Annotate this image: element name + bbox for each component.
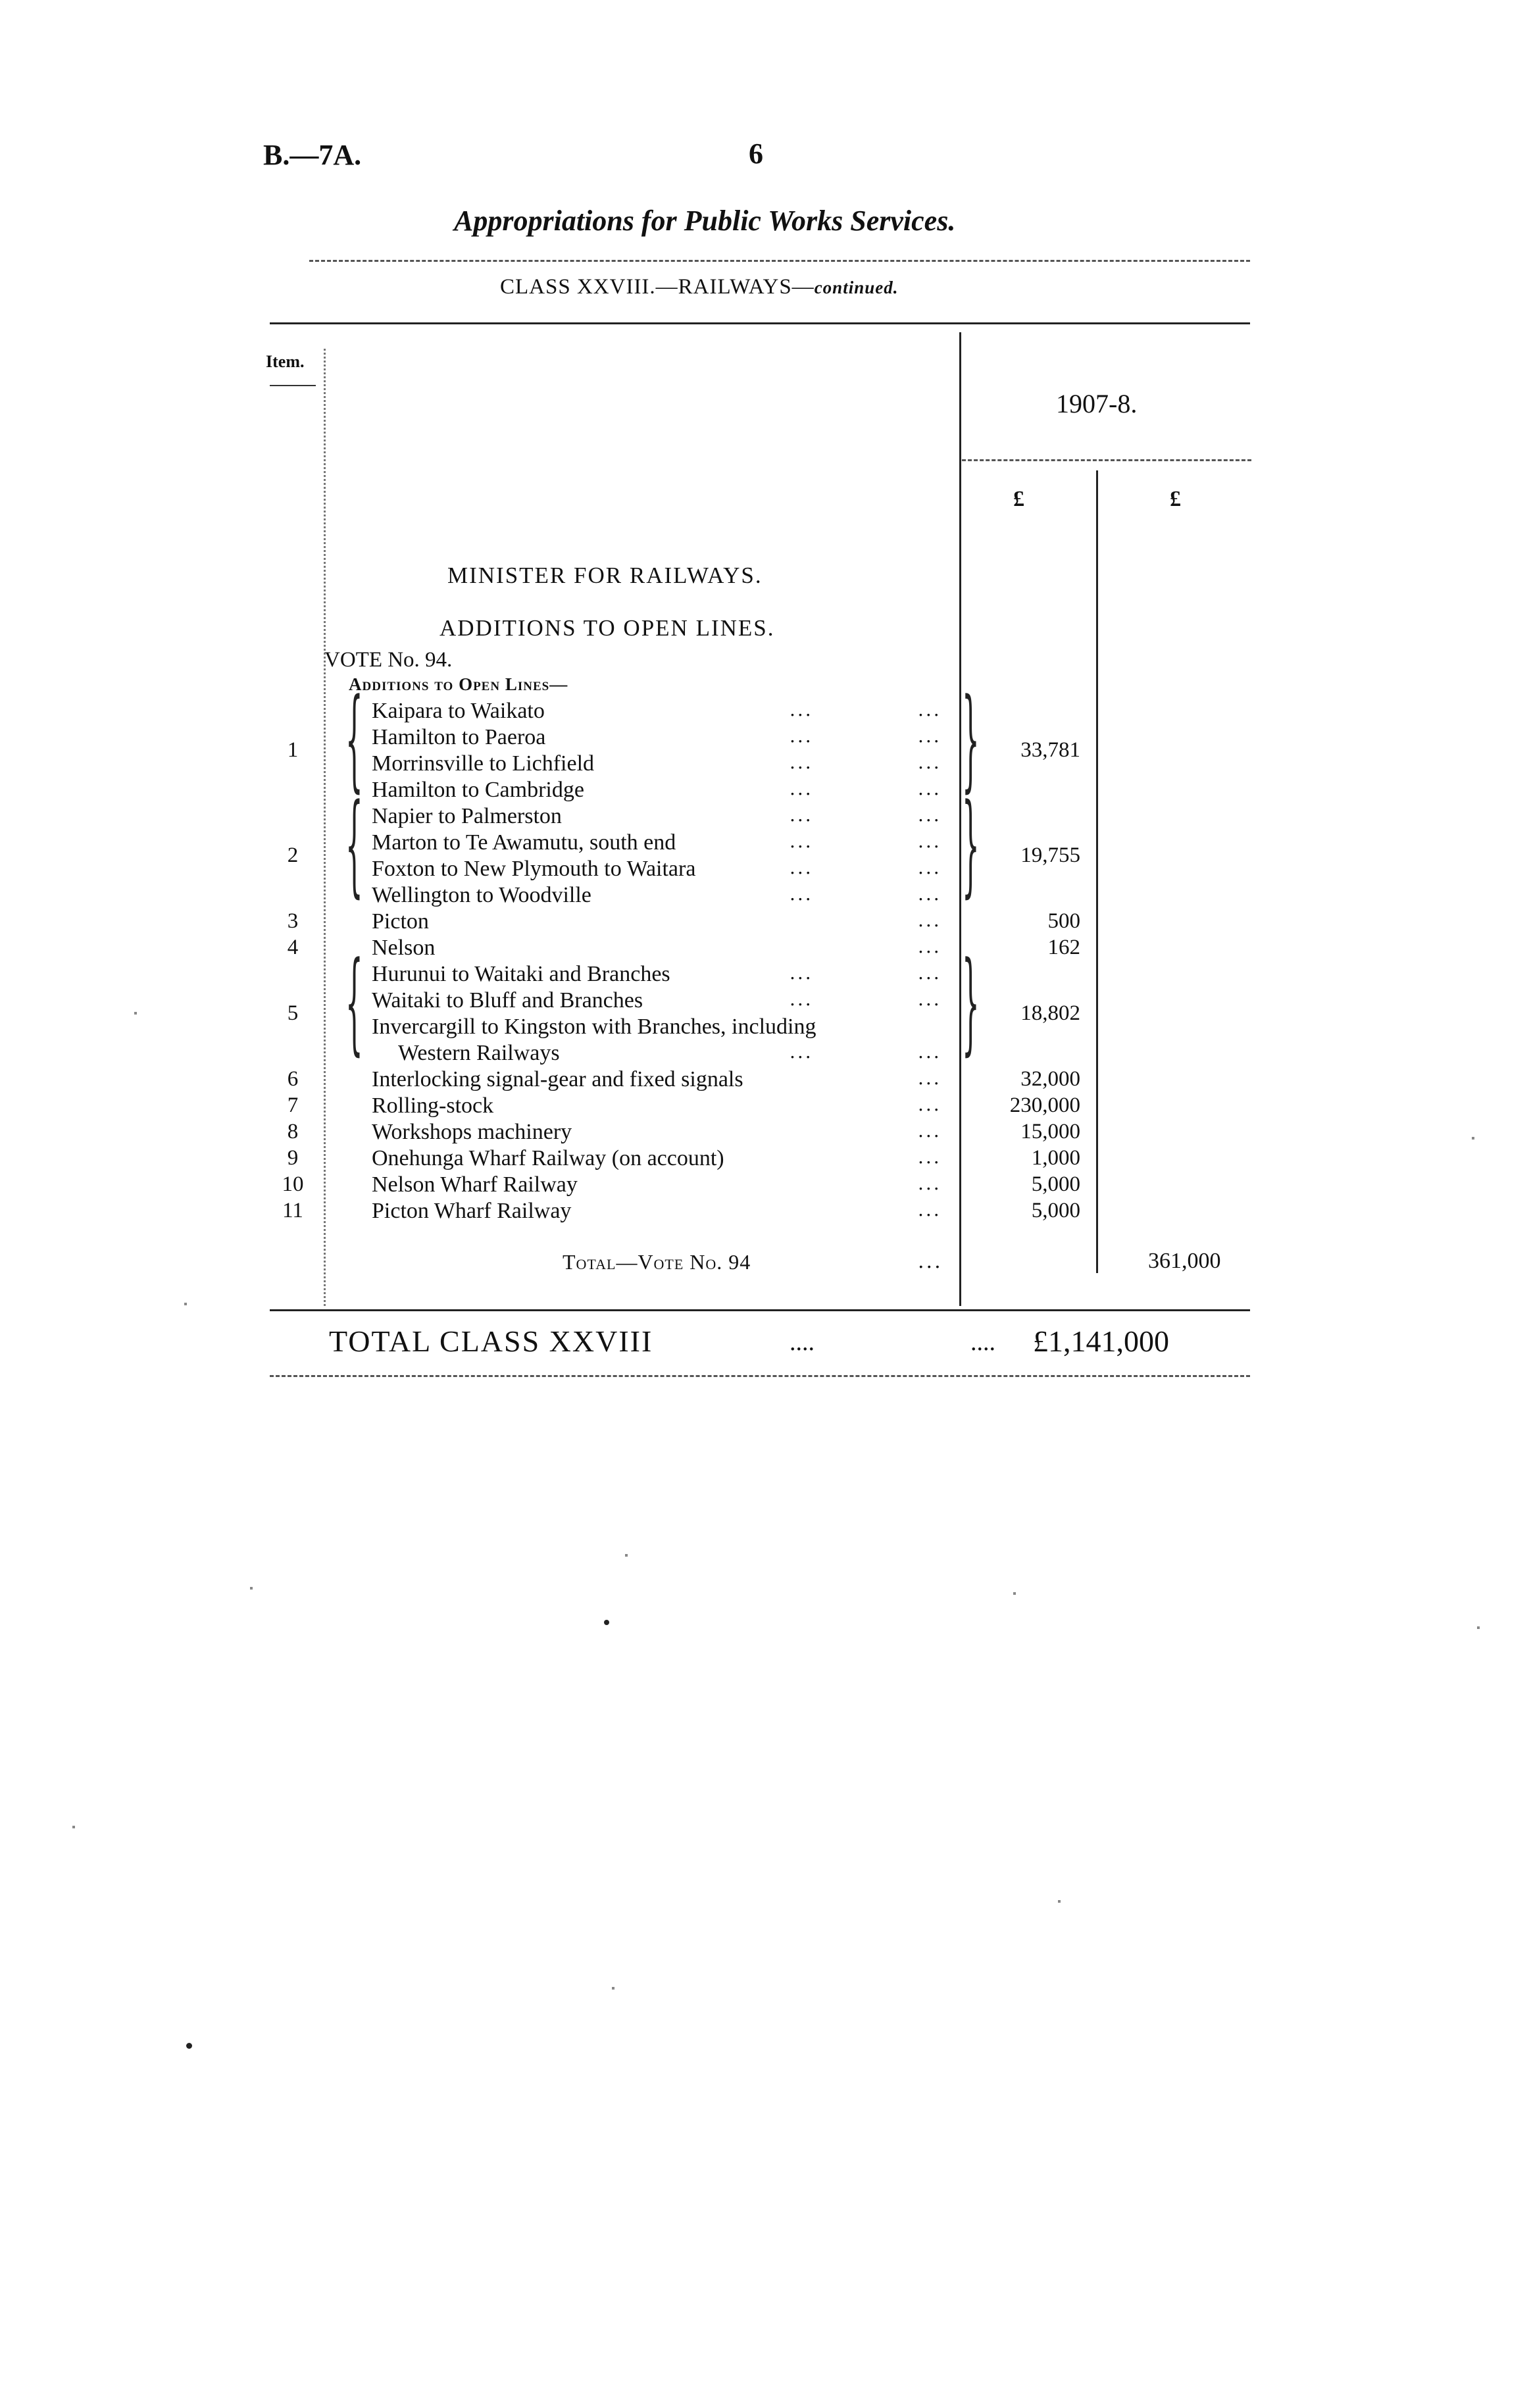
item-number: 8 (287, 1120, 299, 1143)
item-number: 11 (282, 1199, 303, 1222)
item-amount: 5,000 (1031, 1199, 1080, 1222)
leader-dots: ... (790, 962, 813, 984)
leader-dots: ... (790, 988, 813, 1010)
leader-dots: ... (918, 909, 941, 931)
leader-dots: ... (918, 1146, 941, 1168)
item-description: Wellington to Woodville (372, 883, 591, 907)
item-number: 5 (287, 1001, 299, 1025)
item-description: Marton to Te Awamutu, south end (372, 830, 676, 855)
scan-speck (604, 1620, 609, 1625)
item-amount: 32,000 (1020, 1067, 1080, 1091)
scan-speck (1058, 1900, 1061, 1903)
item-description: Interlocking signal-gear and fixed signals (372, 1067, 743, 1091)
item-description: Hamilton to Cambridge (372, 778, 584, 802)
item-amount: 19,755 (1020, 843, 1080, 867)
scan-speck (612, 1987, 615, 1990)
amount-columns-divider (1096, 470, 1098, 1273)
leader-dots: ... (918, 804, 941, 826)
item-amount: 1,000 (1031, 1146, 1080, 1170)
class-total-dots-2: .... (970, 1328, 995, 1356)
item-description: Kaipara to Waikato (372, 699, 545, 723)
right-brace: } (962, 779, 980, 909)
year-rule (962, 459, 1251, 461)
scan-speck (625, 1554, 628, 1557)
item-number: 3 (287, 909, 299, 933)
class-total-label: TOTAL CLASS XXVIII (329, 1324, 653, 1358)
item-description: Foxton to New Plymouth to Waitara (372, 857, 696, 881)
item-number: 2 (287, 843, 299, 867)
leader-dots: ... (918, 751, 941, 773)
leader-dots: ... (918, 883, 941, 905)
leader-dots: ... (918, 857, 941, 878)
left-brace: { (345, 674, 363, 803)
item-description: Picton (372, 909, 429, 934)
scan-speck (134, 1012, 137, 1015)
item-number: 1 (287, 738, 299, 762)
item-number: 6 (287, 1067, 299, 1091)
scan-speck (1013, 1592, 1016, 1595)
leader-dots: ... (918, 699, 941, 720)
leader-dots: ... (790, 830, 813, 852)
item-amount: 230,000 (1009, 1093, 1080, 1117)
page-title: Appropriations for Public Works Services. (454, 205, 956, 237)
item-description: Picton Wharf Railway (372, 1199, 572, 1223)
item-description: Hamilton to Paeroa (372, 725, 546, 749)
page-ref: B.—7A. (263, 139, 362, 171)
leader-dots: ... (790, 883, 813, 905)
leader-dots: ... (918, 1120, 941, 1141)
vote-total-label: Total—Vote No. 94 (563, 1250, 751, 1274)
currency-right: £ (1170, 487, 1181, 511)
scan-speck (250, 1587, 253, 1590)
vote-heading: VOTE No. 94. (324, 648, 453, 672)
scan-speck (1477, 1626, 1480, 1629)
item-description: Nelson (372, 936, 436, 960)
item-amount: 15,000 (1020, 1120, 1080, 1143)
item-number: 4 (287, 936, 299, 959)
class-total-dots-1: .... (790, 1328, 815, 1356)
item-description: Western Railways (398, 1041, 560, 1065)
class-heading-main: CLASS XXVIII.—RAILWAYS— (500, 275, 815, 299)
scan-speck (186, 2043, 192, 2049)
leader-dots: ... (918, 936, 941, 957)
leader-dots: ... (918, 1172, 941, 1194)
class-total-rule (270, 1309, 1250, 1311)
leader-dots: ... (918, 1199, 941, 1220)
right-brace: } (962, 937, 980, 1066)
item-description: Napier to Palmerston (372, 804, 562, 828)
leader-dots: ... (918, 1041, 941, 1063)
item-column-divider (324, 349, 326, 1306)
table-top-rule (270, 322, 1250, 324)
item-description: Hurunui to Waitaki and Branches (372, 962, 670, 986)
item-number: 10 (282, 1172, 304, 1196)
group-label: Additions to Open Lines— (349, 674, 568, 694)
vote-total-amount: 361,000 (1148, 1249, 1221, 1273)
item-description: Rolling-stock (372, 1093, 494, 1118)
leader-dots: ... (918, 725, 941, 747)
leader-dots: ... (790, 751, 813, 773)
minister-heading: MINISTER FOR RAILWAYS. (447, 563, 763, 588)
item-number: 9 (287, 1146, 299, 1170)
item-amount: 5,000 (1031, 1172, 1080, 1196)
leader-dots: ... (790, 857, 813, 878)
item-column-label: Item. (266, 352, 305, 371)
title-rule (309, 260, 1250, 262)
section-subheading: ADDITIONS TO OPEN LINES. (439, 615, 775, 641)
leader-dots: ... (790, 804, 813, 826)
vote-total-dots: ... (918, 1250, 943, 1273)
leader-dots: ... (918, 1067, 941, 1089)
class-heading (500, 275, 898, 299)
item-description: Waitaki to Bluff and Branches (372, 988, 643, 1013)
item-amount: 18,802 (1020, 1001, 1080, 1025)
scan-speck (184, 1303, 187, 1305)
leader-dots: ... (790, 725, 813, 747)
item-description: Nelson Wharf Railway (372, 1172, 578, 1197)
leader-dots: ... (918, 962, 941, 984)
bottom-rule (270, 1375, 1250, 1377)
item-description: Workshops machinery (372, 1120, 572, 1144)
left-brace: { (345, 779, 363, 909)
item-description: Invercargill to Kingston with Branches, including (372, 1015, 816, 1039)
item-amount: 33,781 (1020, 738, 1080, 762)
scan-speck (72, 1826, 75, 1828)
leader-dots: ... (790, 699, 813, 720)
item-amount: 162 (1047, 936, 1080, 959)
leader-dots: ... (918, 830, 941, 852)
item-number: 7 (287, 1093, 299, 1117)
right-brace: } (962, 674, 980, 803)
leader-dots: ... (918, 1093, 941, 1115)
scan-speck (1472, 1137, 1474, 1140)
leader-dots: ... (918, 988, 941, 1010)
class-heading-continued: continued. (814, 278, 899, 297)
item-label-underline (270, 385, 316, 386)
item-description: Morrinsville to Lichfield (372, 751, 595, 776)
leader-dots: ... (790, 778, 813, 799)
leader-dots: ... (790, 1041, 813, 1063)
left-brace: { (345, 937, 363, 1066)
class-total-amount: £1,141,000 (1033, 1324, 1169, 1358)
item-description: Onehunga Wharf Railway (on account) (372, 1146, 724, 1170)
page-number: 6 (749, 138, 763, 170)
currency-left: £ (1013, 487, 1024, 511)
item-amount: 500 (1047, 909, 1080, 933)
leader-dots: ... (918, 778, 941, 799)
year-heading: 1907-8. (1056, 389, 1138, 418)
